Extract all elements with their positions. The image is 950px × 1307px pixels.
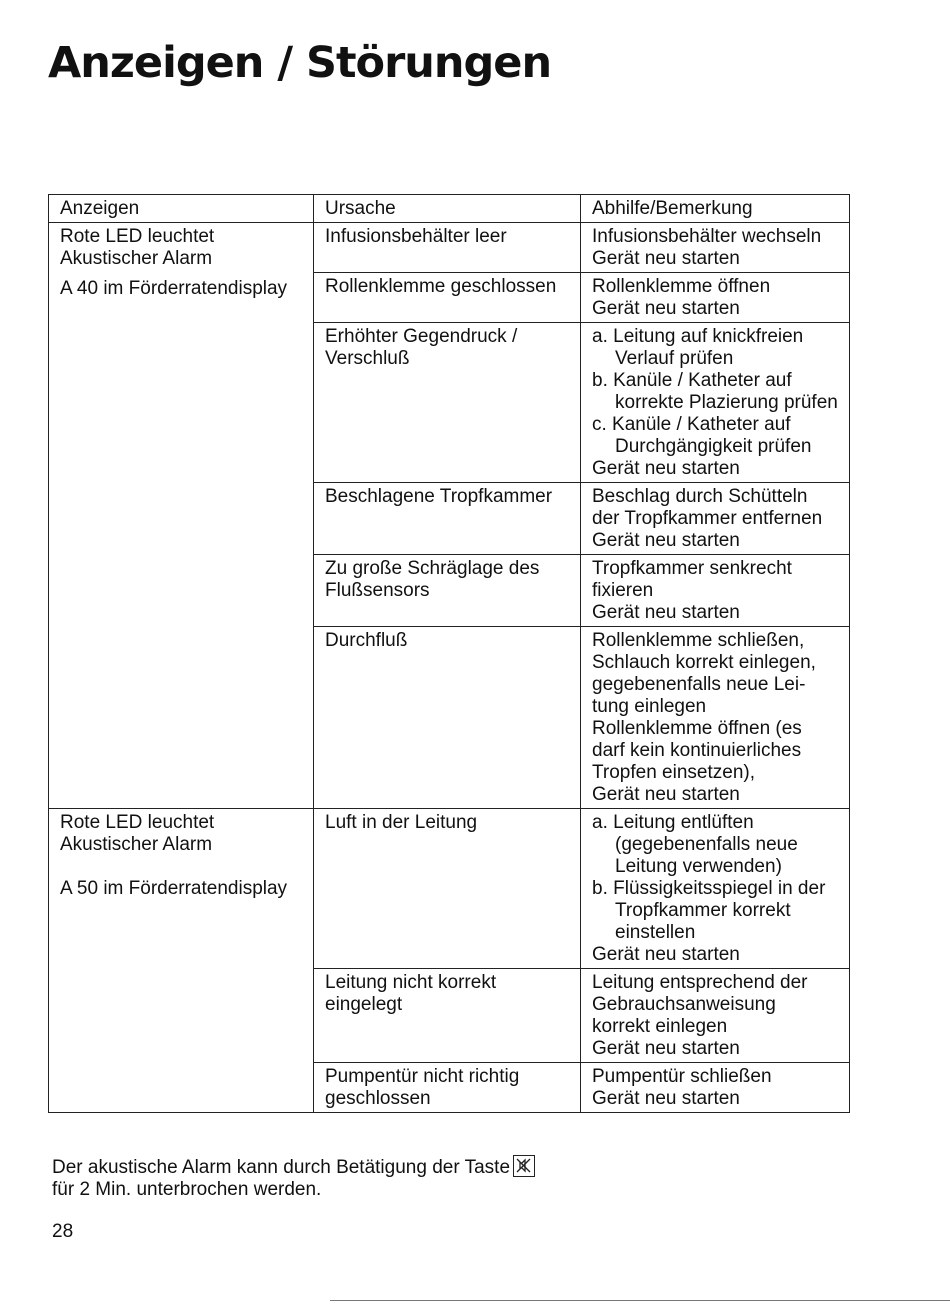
divider — [330, 1300, 950, 1301]
cause-text: eingelegt — [325, 994, 403, 1015]
header-anzeigen: Anzeigen — [49, 195, 314, 223]
cause-cell — [314, 809, 581, 969]
indicator-text: Rote LED leuchtet — [60, 812, 215, 833]
remedy-text: Rollenklemme schließen, — [592, 630, 805, 651]
table-row — [49, 809, 850, 969]
cause-cell — [314, 627, 581, 809]
table-row — [49, 223, 850, 273]
indicator-cell-a50 — [49, 809, 314, 1113]
remedy-cell — [581, 969, 850, 1063]
remedy-list-item: a. Leitung entlüften (gegebenenfalls neue Leitung verwenden) — [592, 812, 798, 877]
remedy-text: darf kein kontinuierliches — [592, 740, 802, 761]
remedy-text: Infusionsbehälter wechseln — [592, 226, 822, 247]
cause-cell — [314, 969, 581, 1063]
cause-text: Durchfluß — [325, 630, 408, 651]
remedy-cell — [581, 627, 850, 809]
header-ursache: Ursache — [314, 195, 581, 223]
remedy-list-item: a. Leitung auf knickfreien Verlauf prüfen — [592, 326, 804, 369]
footnote-line-2: für 2 Min. unterbrochen werden. — [52, 1179, 322, 1200]
remedy-cell — [581, 809, 850, 969]
cause-text: Pumpentür nicht richtig — [325, 1066, 520, 1087]
remedy-text: Rollenklemme öffnen (es — [592, 718, 802, 739]
footnote — [52, 1155, 535, 1201]
remedy-text: Gebrauchsanweisung — [592, 994, 776, 1015]
remedy-text: Gerät neu starten — [592, 248, 740, 269]
cause-text: Infusionsbehälter leer — [325, 226, 507, 247]
remedy-cell — [581, 273, 850, 323]
remedy-text: Gerät neu starten — [592, 458, 740, 479]
remedy-cell — [581, 483, 850, 555]
page-number: 28 — [52, 1221, 74, 1242]
remedy-text: Beschlag durch Schütteln — [592, 486, 808, 507]
cause-cell — [314, 1063, 581, 1113]
remedy-cell — [581, 1063, 850, 1113]
indicator-text: Akustischer Alarm — [60, 248, 213, 269]
cause-text: geschlossen — [325, 1088, 431, 1109]
remedy-text: Gerät neu starten — [592, 602, 740, 623]
header-abhilfe: Abhilfe/Bemerkung — [581, 195, 850, 223]
remedy-text: Gerät neu starten — [592, 784, 740, 805]
remedy-text: Gerät neu starten — [592, 298, 740, 319]
cause-cell — [314, 555, 581, 627]
cause-text: Luft in der Leitung — [325, 812, 478, 833]
cause-cell — [314, 323, 581, 483]
cause-cell — [314, 483, 581, 555]
remedy-text: Schlauch korrekt einlegen, — [592, 652, 816, 673]
remedy-cell — [581, 223, 850, 273]
cause-text: Verschluß — [325, 348, 410, 369]
remedy-text: der Tropfkammer entfernen — [592, 508, 823, 529]
indicator-display-code: A 50 im Förderratendisplay — [60, 878, 288, 899]
indicator-text: Rote LED leuchtet — [60, 226, 215, 247]
table-header-row — [49, 195, 850, 223]
remedy-cell — [581, 323, 850, 483]
indicator-display-code: A 40 im Förderratendisplay — [60, 278, 288, 299]
remedy-list-item: b. Kanüle / Katheter auf korrekte Plazierung prüfen — [592, 370, 838, 413]
remedy-text: fixieren — [592, 580, 654, 601]
footnote-line-1: Der akustische Alarm kann durch Betätigung der Taste — [52, 1157, 511, 1178]
remedy-text: Gerät neu starten — [592, 1038, 740, 1059]
remedy-cell — [581, 555, 850, 627]
remedy-text: gegebenenfalls neue Lei- — [592, 674, 806, 695]
cause-text: Zu große Schräglage des — [325, 558, 540, 579]
remedy-text: Gerät neu starten — [592, 1088, 740, 1109]
cause-text: Leitung nicht korrekt — [325, 972, 497, 993]
page-title: Anzeigen / Störungen — [48, 38, 552, 88]
remedy-list-item: c. Kanüle / Katheter auf Durchgängigkeit prüfen — [592, 414, 812, 457]
cause-text: Rollenklemme geschlossen — [325, 276, 557, 297]
remedy-text: tung einlegen — [592, 696, 707, 717]
cause-text: Flußsensors — [325, 580, 430, 601]
remedy-text: Rollenklemme öffnen — [592, 276, 771, 297]
indicator-text: Akustischer Alarm — [60, 834, 213, 855]
indicator-cell-a40 — [49, 223, 314, 809]
remedy-text: Gerät neu starten — [592, 530, 740, 551]
troubleshooting-table — [48, 194, 850, 1113]
alarm-mute-icon — [513, 1155, 535, 1177]
cause-cell — [314, 223, 581, 273]
remedy-text: Tropfkammer senkrecht — [592, 558, 792, 579]
cause-text: Beschlagene Tropfkammer — [325, 486, 553, 507]
cause-text: Erhöhter Gegendruck / — [325, 326, 518, 347]
remedy-text: Leitung entsprechend der — [592, 972, 808, 993]
remedy-text: Pumpentür schließen — [592, 1066, 772, 1087]
remedy-list-item: b. Flüssigkeitsspiegel in der Tropfkammer korrekt einstellen — [592, 878, 826, 943]
remedy-text: Tropfen einsetzen), — [592, 762, 755, 783]
remedy-text: korrekt einlegen — [592, 1016, 728, 1037]
remedy-text: Gerät neu starten — [592, 944, 740, 965]
cause-cell — [314, 273, 581, 323]
